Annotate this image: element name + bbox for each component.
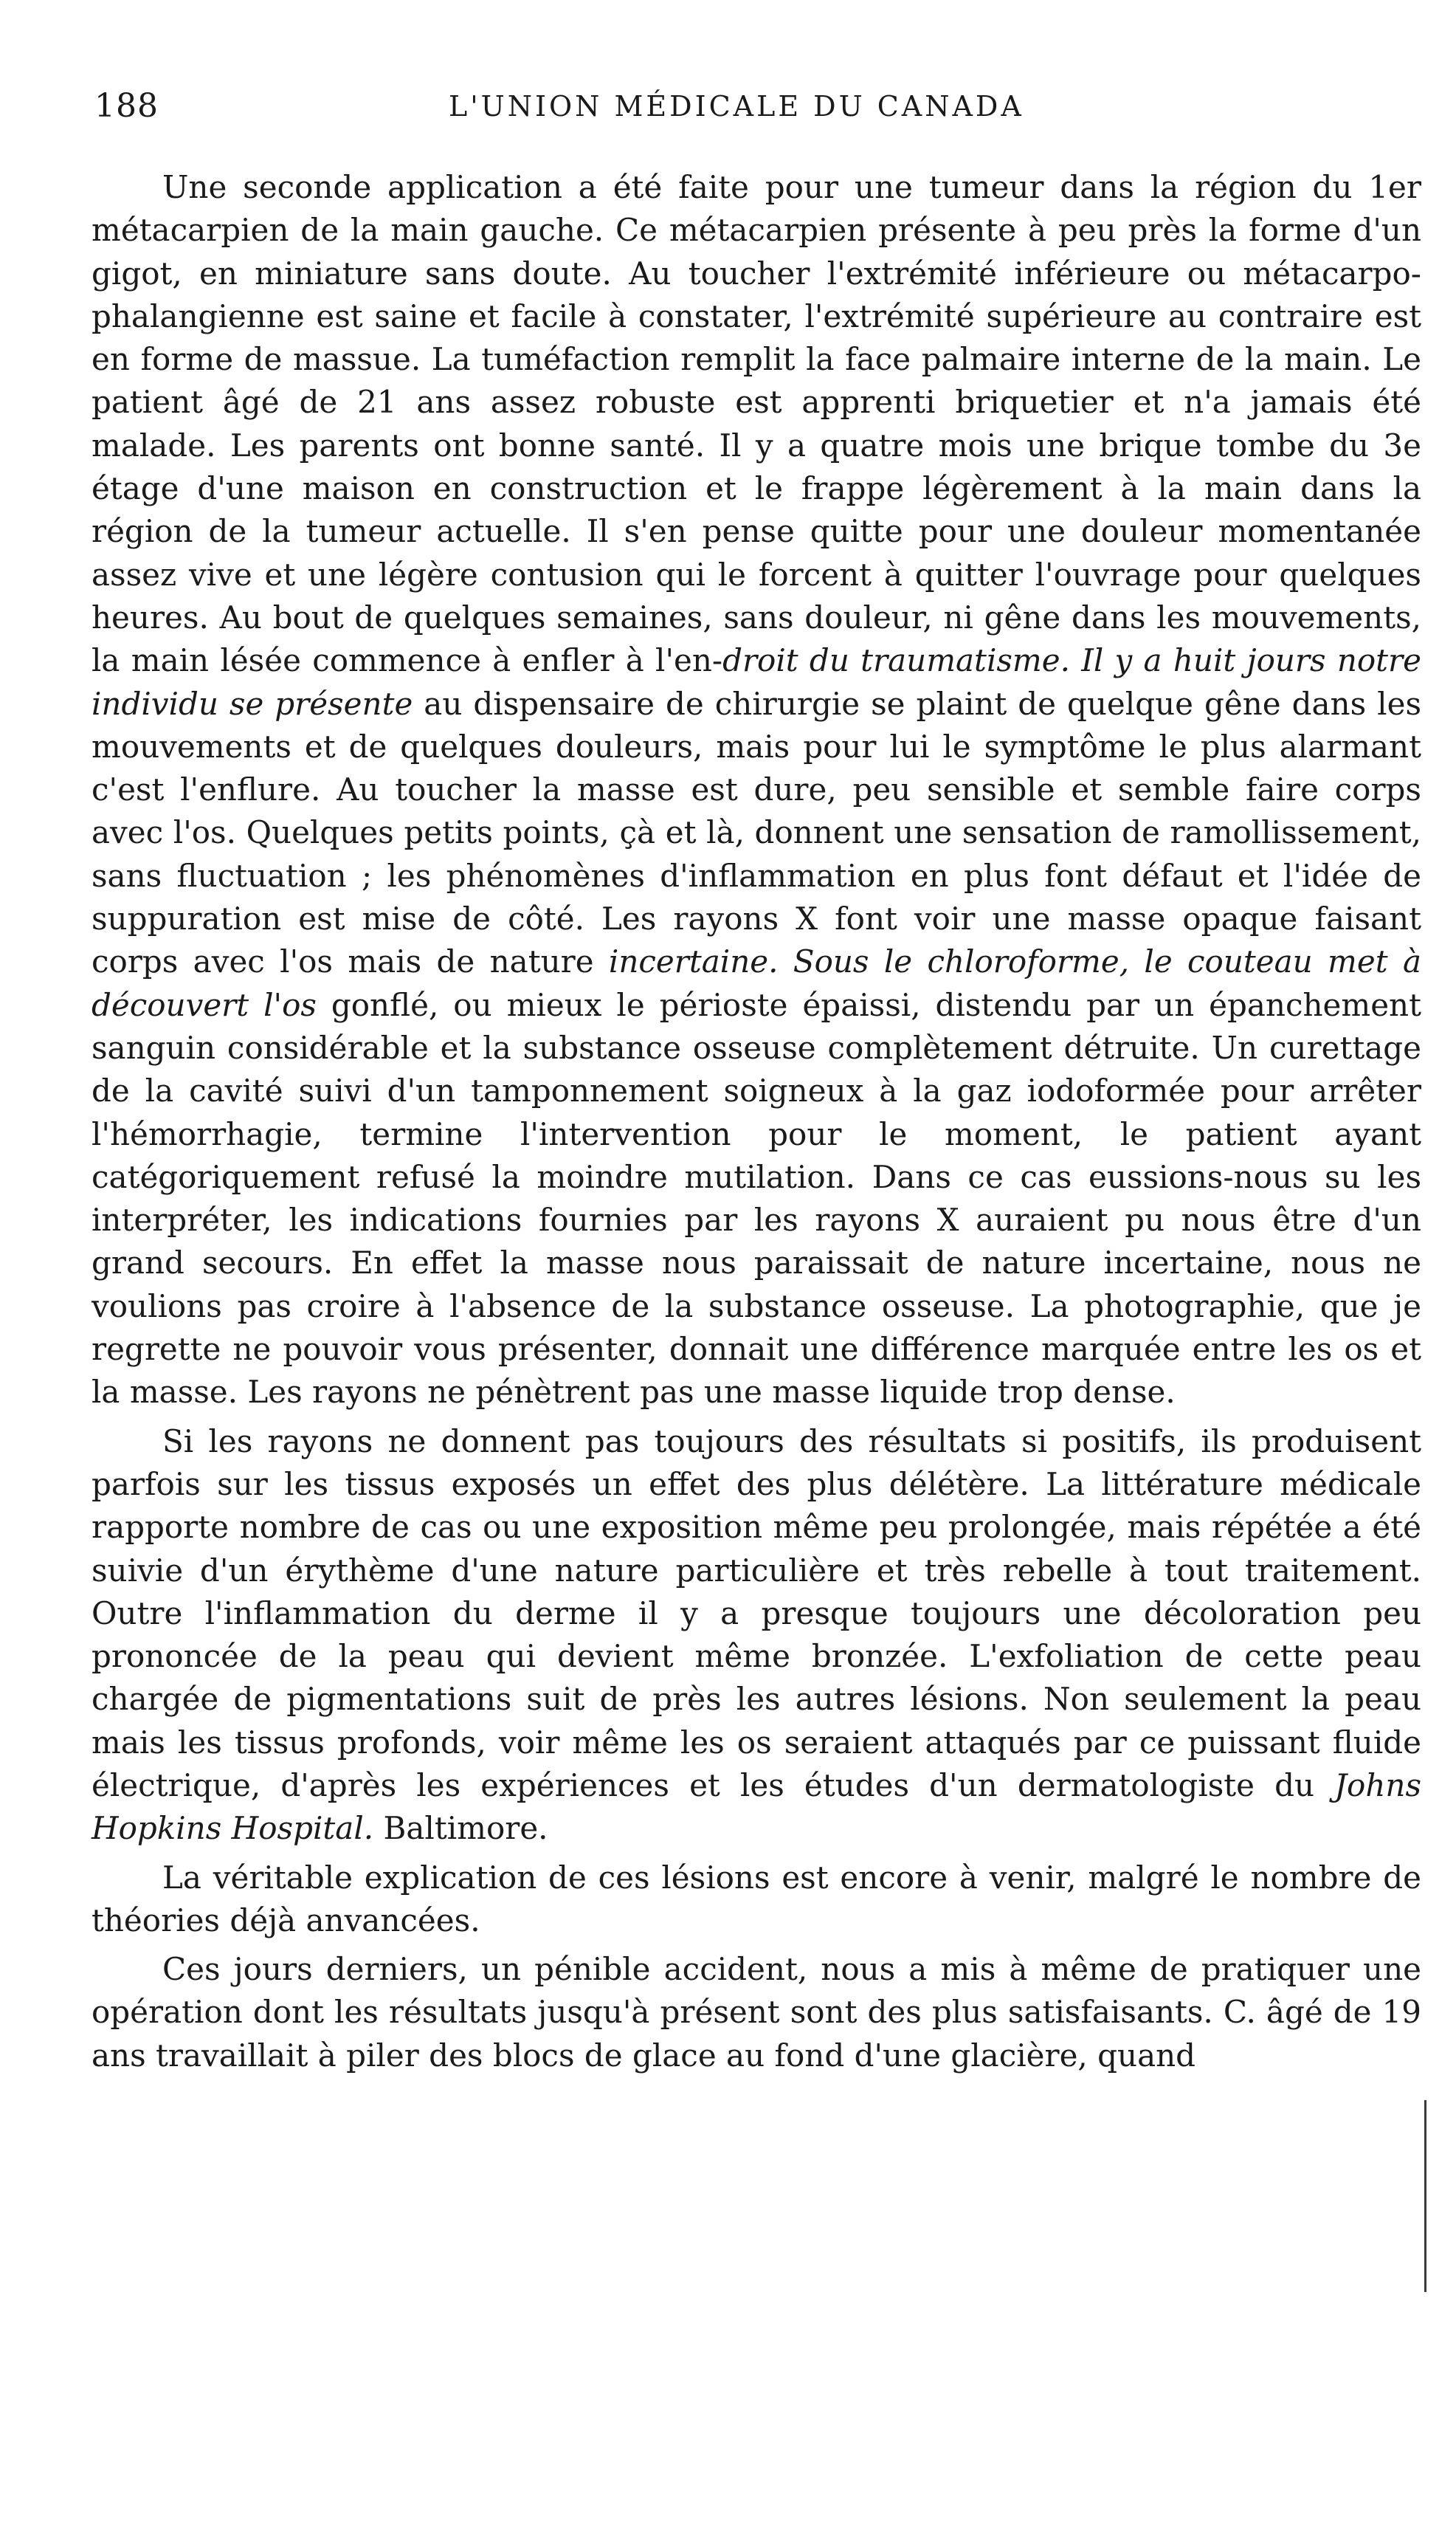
paragraph-1-italic-b: incertaine. Sous le chloroforme, le couteau met à découvert l'os: [92, 943, 1422, 1023]
paragraph-3-text: La véritable explication de ces lésions est encore à venir, malgré le nombre de théories déjà anvancées.: [92, 1859, 1421, 1938]
paragraph-1-text-b: au dispensaire de chirurgie se plaint de quelque gêne dans les mouvements et de quelques douleurs, mais pour lui le symptôme le plus alarmant c'est l'enflure. Au toucher la masse est dure, peu sensible et semble faire corps avec l'os. Quelques petits points, çà et là, donnent une sensation de ramollissement, sans fluctuation ; les phénomènes d'inflammation en plus font défaut et l'idée de suppuration est mise de côté. Les rayons X font voir une masse opaque faisant corps avec l'os mais de nature: [92, 685, 1421, 980]
paragraph-2-italic-a: Johns Hopkins Hospital.: [92, 1766, 1421, 1847]
paragraph-4: [92, 1948, 1421, 2077]
paragraph-1-text-a: Une seconde application a été faite pour une tumeur dans la région du 1er métacarpien de la main gauche. Ce métacarpien présente à peu près la forme d'un gigot, en miniature sans doute. Au toucher l'extrémité inférieure ou métacarpo-phalangienne est saine et facile à constater, l'extrémité supérieure au contraire est en forme de massue. La tuméfaction remplit la face palmaire interne de la main. Le patient âgé de 21 ans assez robuste est apprenti briquetier et n'a jamais été malade. Les parents ont bonne santé. Il y a quatre mois une brique tombe du 3e étage d'une maison en construction et le frappe légèrement à la main dans la région de la tumeur actuelle. Il s'en pense quitte pour une douleur momentanée assez vive et une légère contusion qui le forcent à quitter l'ouvrage pour quelques heures. Au bout de quelques semaines, sans douleur, ni gêne dans les mouvements, la main lésée commence à enfler à l'en-: [92, 169, 1421, 679]
page-number: 188: [94, 87, 159, 125]
paragraph-2-text-a: Si les rayons ne donnent pas toujours des résultats si positifs, ils produisent parfois sur les tissus exposés un effet des plus délétère. La littérature médicale rapporte nombre de cas ou une exposition même peu prolongée, mais répétée a été suivie d'un érythème d'une nature particulière et très rebelle à tout traitement. Outre l'inflammation du derme il y a presque toujours une décoloration peu prononcée de la peau qui devient même bronzée. L'exfoliation de cette peau chargée de pigmentations suit de près les autres lésions. Non seulement la peau mais les tissus profonds, voir même les os seraient attaqués par ce puissant fluide électrique, d'après les expériences et les études d'un dermatologiste du: [92, 1422, 1421, 1803]
paragraph-2: [92, 1420, 1421, 1851]
paragraph-3: [92, 1857, 1421, 1943]
paragraph-1-italic-a: droit du traumatisme. Il y a huit jours notre individu se présente: [92, 642, 1421, 722]
paragraph-1: [92, 166, 1421, 1414]
paragraph-1-text-c: gonflé, ou mieux le périoste épaissi, distendu par un épanchement sanguin considérable et la substance osseuse complètement détruite. Un curettage de la cavité suivi d'un tamponnement soigneux à la gaz iodoformée pour arrêter l'hémorrhagie, termine l'intervention pour le moment, le patient ayant catégoriquement refusé la moindre mutilation. Dans ce cas eussions-nous su les interpréter, les indications fournies par les rayons X auraient pu nous être d'un grand secours. En effet la masse nous paraissait de nature incertaine, nous ne voulions pas croire à l'absence de la substance osseuse. La photographie, que je regrette ne pouvoir vous présenter, donnait une différence marquée entre les os et la masse. Les rayons ne pénètrent pas une masse liquide trop dense.: [92, 986, 1421, 1411]
journal-title: L'UNION MÉDICALE DU CANADA: [449, 90, 1024, 123]
article-body: [92, 166, 1421, 2083]
paragraph-2-text-b: Baltimore.: [373, 1810, 548, 1847]
running-header: [94, 87, 1423, 131]
margin-rule: [1424, 2100, 1426, 2292]
paragraph-4-text: Ces jours derniers, un pénible accident, nous a mis à même de pratiquer une opération dont les résultats jusqu'à présent sont des plus satisfaisants. C. âgé de 19 ans travaillait à piler des blocs de glace au fond d'une glacière, quand: [92, 1951, 1421, 2074]
